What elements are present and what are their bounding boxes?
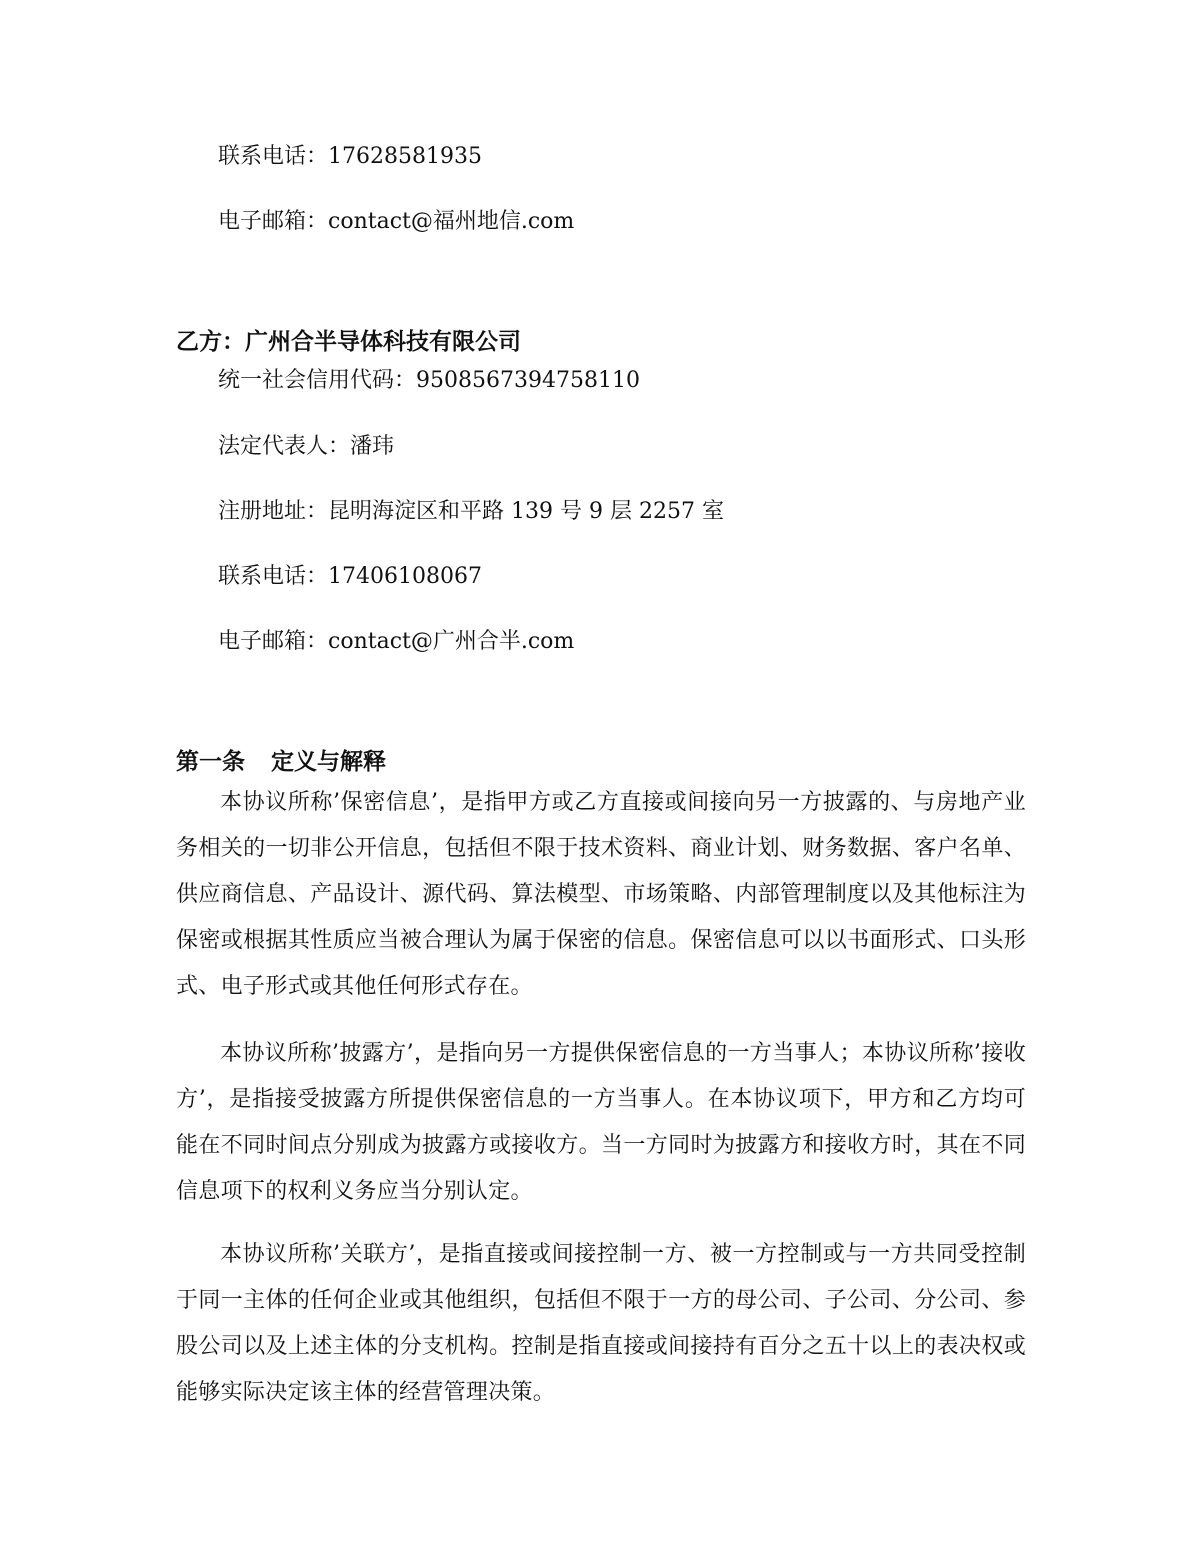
party-b-email: contact@广州合半.com xyxy=(328,629,575,654)
party-a-phone-line xyxy=(218,142,482,172)
party-b-phone-label: 联系电话： xyxy=(218,564,329,589)
party-a-phone: 17628581935 xyxy=(328,144,482,169)
article-1-heading xyxy=(176,747,386,777)
party-a-email: contact@福州地信.com xyxy=(328,209,575,234)
party-a-email-line xyxy=(218,207,574,237)
party-b-heading xyxy=(176,327,521,357)
party-b-phone-line xyxy=(218,562,482,592)
party-b-email-label: 电子邮箱： xyxy=(218,629,329,654)
party-b-name: 广州合半导体科技有限公司 xyxy=(245,329,521,355)
party-b-address-label: 注册地址： xyxy=(218,499,329,524)
party-b-heading-label: 乙方： xyxy=(176,329,245,355)
party-b-address-line xyxy=(218,497,724,527)
party-a-phone-label: 联系电话： xyxy=(218,144,329,169)
party-b-credit-code-line xyxy=(218,366,640,396)
party-b-email-line xyxy=(218,627,574,657)
article-1-title: 定义与解释 xyxy=(271,749,386,775)
party-b-address: 昆明海淀区和平路 139 号 9 层 2257 室 xyxy=(328,499,724,524)
party-b-credit-code-label: 统一社会信用代码： xyxy=(218,368,417,393)
article-1-number: 第一条 xyxy=(176,749,245,775)
party-b-legal-rep-label: 法定代表人： xyxy=(218,434,351,459)
party-b-legal-rep: 潘玮 xyxy=(350,434,395,459)
party-b-legal-rep-line xyxy=(218,432,394,462)
party-b-phone: 17406108067 xyxy=(328,564,482,589)
party-b-credit-code: 9508567394758110 xyxy=(416,368,640,393)
party-a-email-label: 电子邮箱： xyxy=(218,209,329,234)
article-1-paragraph-2: 本协议所称’披露方’，是指向另一方提供保密信息的一方当事人；本协议所称’接收方’，是指接受披露方所提供保密信息的一方当事人。在本协议项下，甲方和乙方均可能在不同时间点分别成为披露方或接收方。当一方同时为披露方和接收方时，其在不同信息项下的权利义务应当分别认定。 xyxy=(176,1041,1026,1204)
article-1-paragraph-3: 本协议所称’关联方’，是指直接或间接控制一方、被一方控制或与一方共同受控制于同一主体的任何企业或其他组织，包括但不限于一方的母公司、子公司、分公司、参股公司以及上述主体的分支机构。控制是指直接或间接持有百分之五十以上的表决权或能够实际决定该主体的经营管理决策。 xyxy=(176,1242,1026,1405)
article-1-paragraph-1: 本协议所称’保密信息’，是指甲方或乙方直接或间接向另一方披露的、与房地产业务相关的一切非公开信息，包括但不限于技术资料、商业计划、财务数据、客户名单、供应商信息、产品设计、源代码、算法模型、市场策略、内部管理制度以及其他标注为保密或根据其性质应当被合理认为属于保密的信息。保密信息可以以书面形式、口头形式、电子形式或其他任何形式存在。 xyxy=(176,790,1026,999)
